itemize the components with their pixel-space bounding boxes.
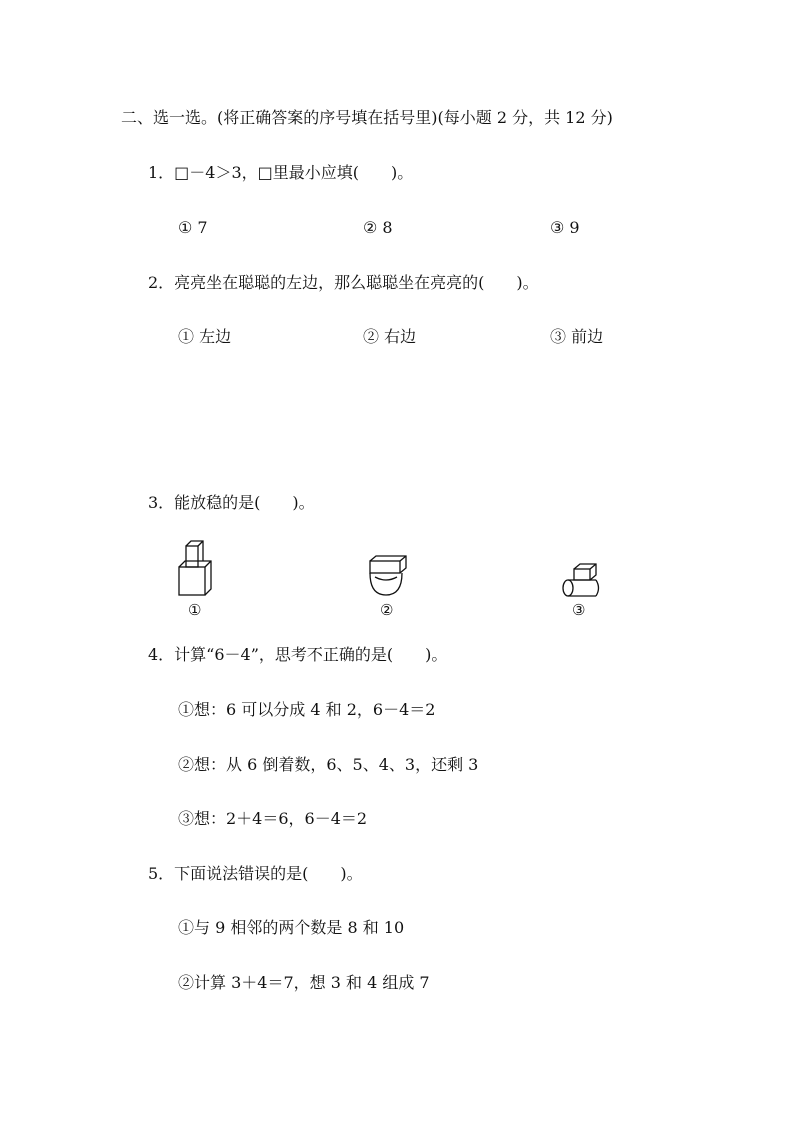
question-1-option-1: ① 7 (178, 218, 208, 237)
stacked-cuboids-icon (176, 537, 216, 599)
figure-2-label: ② (380, 601, 394, 619)
question-3-stem: 3．能放稳的是( )。 (148, 493, 315, 512)
question-4-stem: 4．计算“6－4”，思考不正确的是( )。 (148, 645, 448, 664)
figure-1-label: ① (188, 601, 202, 619)
question-5-option-1: ①与 9 相邻的两个数是 8 和 10 (178, 918, 405, 937)
question-4-option-3: ③想：2＋4＝6，6－4＝2 (178, 809, 368, 828)
question-1-stem: 1．□－4＞3，□里最小应填( )。 (148, 163, 414, 182)
figure-3-label: ③ (572, 601, 586, 619)
cube-on-cylinder-icon (560, 560, 604, 600)
section-title: 二、选一选。(将正确答案的序号填在括号里)(每小题 2 分，共 12 分) (121, 108, 613, 127)
question-2-option-3: ③ 前边 (550, 327, 604, 346)
question-4-option-1: ①想：6 可以分成 4 和 2，6－4＝2 (178, 700, 436, 719)
question-1-option-3: ③ 9 (550, 218, 580, 237)
question-4-option-2: ②想：从 6 倒着数，6、5、4、3，还剩 3 (178, 755, 479, 774)
box-on-hemisphere-icon (366, 553, 410, 599)
question-1-option-2: ② 8 (363, 218, 393, 237)
question-2-option-2: ② 右边 (363, 327, 417, 346)
question-2-option-1: ① 左边 (178, 327, 232, 346)
question-5-stem: 5．下面说法错误的是( )。 (148, 864, 363, 883)
question-2-stem: 2．亮亮坐在聪聪的左边，那么聪聪坐在亮亮的( )。 (148, 273, 539, 292)
question-5-option-2: ②计算 3＋4＝7，想 3 和 4 组成 7 (178, 973, 430, 992)
